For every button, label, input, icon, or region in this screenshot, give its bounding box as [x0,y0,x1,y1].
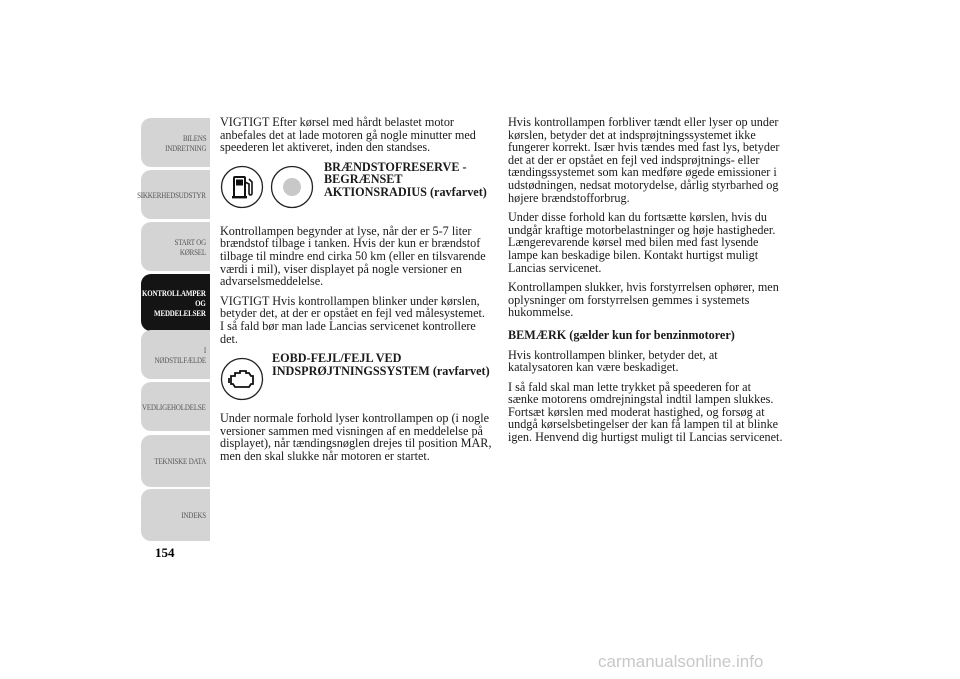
intro-paragraph: VIGTIGT Efter kørsel med hårdt belastet motor anbefales det at lade motoren gå nogle minutter med speederen let aktiveret, inden den standses. [220,115,476,155]
eobd-paragraph-1: Under normale forhold lyser kontrollampen op (i nogle versioner sammen med visningen af en meddelelse på displayet), når tændingsnøglen drejes til position MAR, men den skal slukke når motoren er startet. [220,411,492,463]
watermark: carmanualsonline.info [598,652,764,671]
tab-tekniske-data[interactable]: TEKNISKE DATA [141,435,210,487]
left-column [220,116,492,470]
fuel-reserve-heading: BRÆNDSTOFRESERVE - BEGRÆNSET AKTIONSRADIUS (ravfarvet) [324,159,487,199]
tab-indeks[interactable]: INDEKS [141,489,210,541]
right-paragraph-3: Kontrollampen slukker, hvis forstyrrelsen ophører, men oplysninger om forstyrrelsen gemmes i systemets hukommelse. [508,280,779,320]
eobd-heading: EOBD-FEJL/FEJL VED INDSPRØJTNINGSSYSTEM (ravfarvet) [272,351,490,378]
fuel-reserve-section [220,161,492,221]
tab-i-nodstilfaelde[interactable]: I NØDSTILFÆLDE [141,330,210,379]
fuel-reserve-paragraph-2: VIGTIGT Hvis kontrollampen blinker under kørslen, betyder det, at der er opstået en fejl ved målesystemet. I så fald bør man lade Lancias servicenet kontrollere det. [220,293,485,346]
tab-vedligeholdelse[interactable]: VEDLIGEHOLDELSE [141,382,210,431]
tab-start-og-korsel[interactable]: START OG KØRSEL [141,222,210,271]
warning-lamp-icon [270,165,314,209]
right-column [508,116,784,451]
tab-bilens-indretning[interactable]: BILENS INDRETNING [141,118,210,167]
fuel-reserve-paragraph-1: Kontrollampen begynder at lyse, når der er 5-7 liter brændstof tilbage i tanken. Hvis der kun er brændstof tilbage til mindre end cirka 50 km (eller en tilsvarende værdi i mil), viser displayet på nogle versioner en advarselsmeddelelse. [220,223,486,289]
right-paragraph-1: Hvis kontrollampen forbliver tændt eller lyser op under kørslen, betyder det at indsprøjtningssystemet ikke fungerer korrekt. Især hvis tændes med fast lys, betyder det at der er opstået en fejl ved indsprøjtnings- eller tændingssystemet som kan medføre øgede emissioner i udstødningen, nedsat motorydelse, dårlig styrbarhed og højere brændstofforbrug. [508,115,780,205]
note-heading: BEMÆRK (gælder kun for benzinmotorer) [508,327,735,342]
fuel-pump-icon [220,165,264,209]
eobd-section [220,352,492,408]
tab-kontrollamper[interactable]: KONTROLLAMPER OG MEDDELELSER [141,274,210,331]
right-paragraph-4: Hvis kontrollampen blinker, betyder det, at katalysatoren kan være beskadiget. [508,347,718,375]
tab-sikkerhedsudstyr[interactable]: SIKKERHEDSUDSTYR [141,170,210,219]
right-paragraph-2: Under disse forhold kan du fortsætte kørslen, hvis du undgår kraftige motorbelastninger og høje hastigheder. Længerevarende kørsel med bilen med fast lysende lampe kan beskadige bilen. Kontakt hurtigst muligt Lancias servicenet. [508,210,776,275]
engine-icon [220,357,264,401]
page-number: 154 [155,545,175,560]
right-paragraph-5: I så fald skal man lette trykket på speederen for at sænke motorens omdrejningstal indtil lampen slukkes. Fortsæt kørslen med moderat hastighed, og forsøg at undgå kørselsbetingelser der kan få lampen til at blinke igen. Henvend dig hurtigst muligt til Lancias servicenet. [508,379,783,445]
